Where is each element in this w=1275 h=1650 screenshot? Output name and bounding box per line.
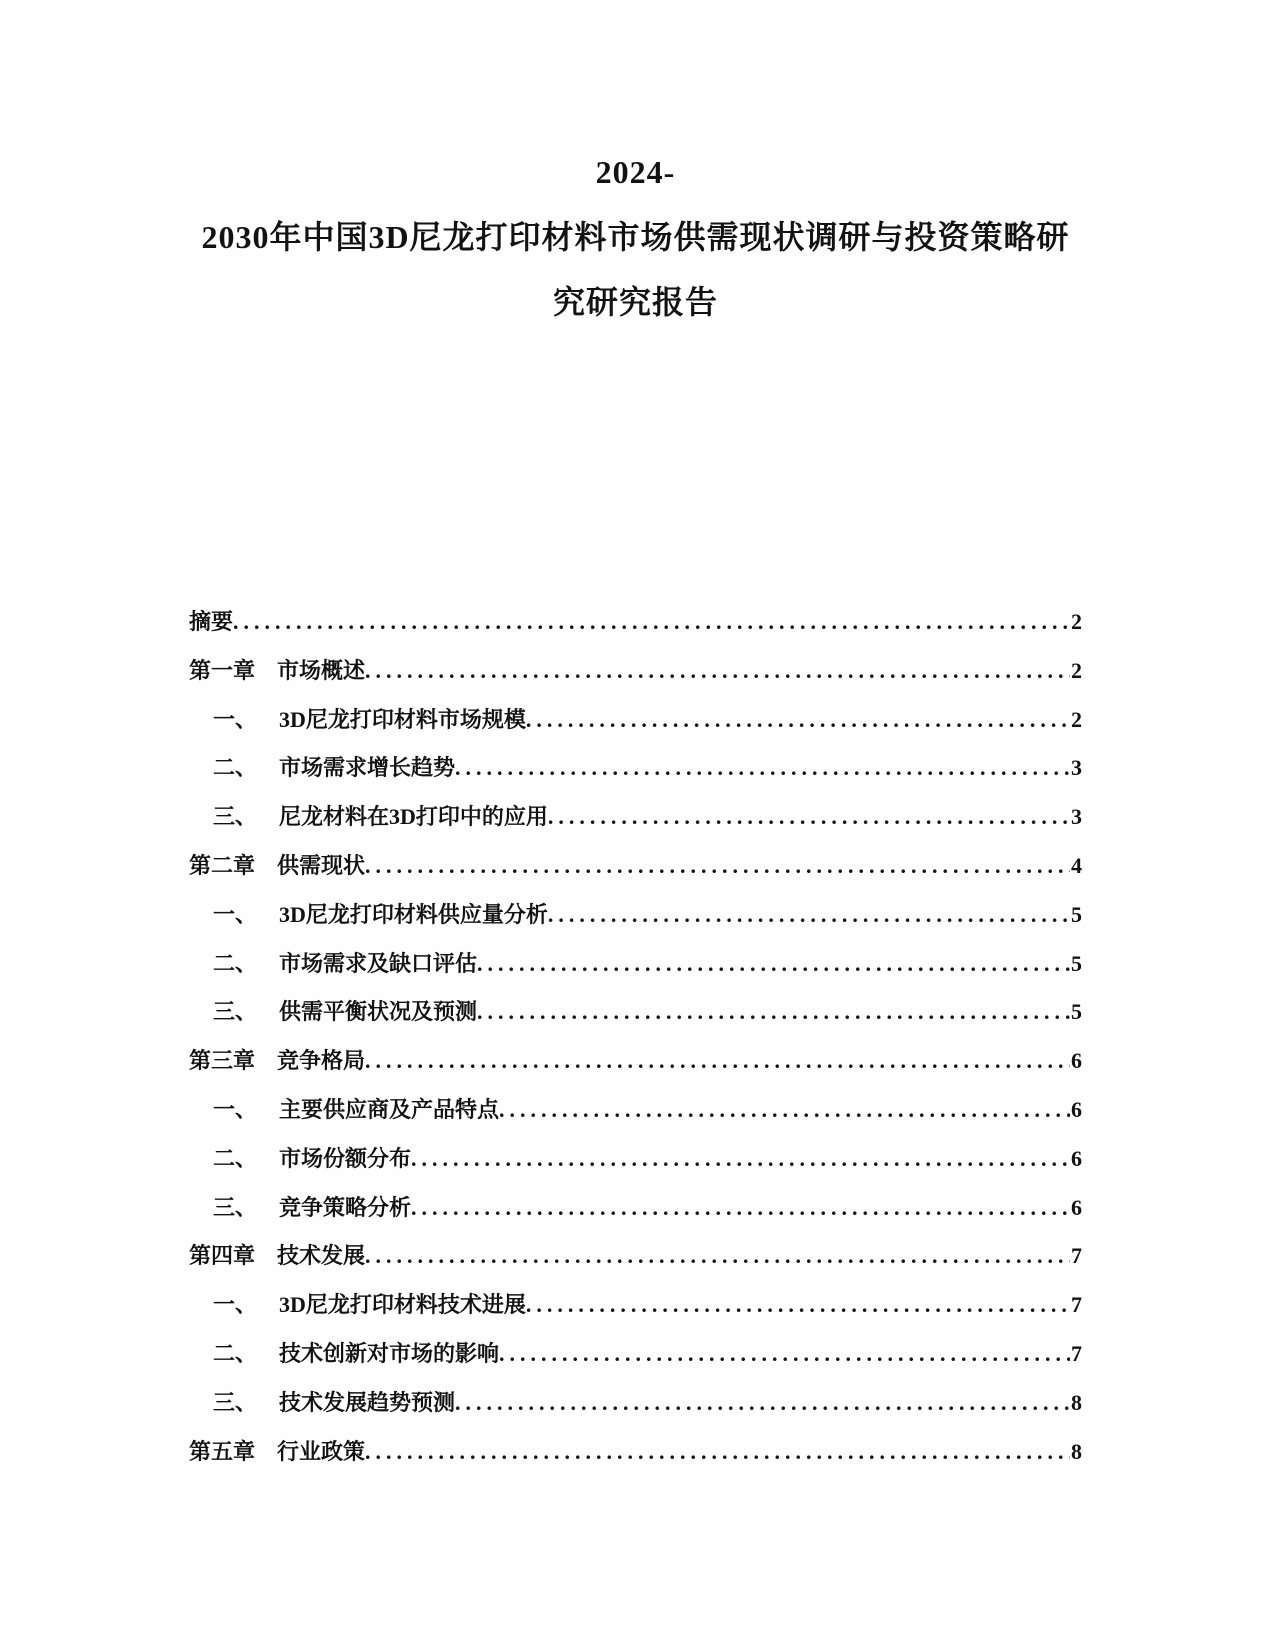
toc-page-number: 2 (1071, 706, 1082, 732)
toc-entry-number: 一、 (213, 706, 258, 732)
toc-entry-title: 技术发展趋势预测 (279, 1389, 456, 1415)
toc-entry[interactable] (189, 696, 1082, 745)
toc-entry-number: 三、 (213, 1389, 258, 1415)
dot-leader (411, 1184, 1070, 1233)
dot-leader (548, 891, 1070, 940)
toc-entry[interactable] (189, 1281, 1082, 1330)
toc-entry[interactable] (189, 1232, 1082, 1281)
toc-entry-title: 市场需求增长趋势 (279, 755, 456, 781)
toc-entry-number: 三、 (213, 999, 258, 1025)
toc-page-number: 3 (1071, 755, 1082, 781)
toc-entry-title: 行业政策 (277, 1438, 366, 1464)
toc-entry-number: 三、 (213, 804, 258, 830)
toc-page-number: 7 (1071, 1243, 1082, 1269)
dot-leader (365, 1037, 1070, 1086)
toc-page-number: 6 (1071, 1145, 1082, 1171)
toc-entry-number: 第四章 (189, 1243, 256, 1269)
toc-entry-number: 第三章 (189, 1048, 256, 1074)
toc-page-number: 2 (1071, 657, 1082, 683)
dot-leader (548, 793, 1070, 842)
toc-page-number: 7 (1071, 1340, 1082, 1366)
toc-page-number: 5 (1071, 901, 1082, 927)
dot-leader (477, 940, 1070, 989)
toc-entry-title: 竞争格局 (277, 1048, 366, 1074)
toc-page-number: 6 (1071, 1048, 1082, 1074)
toc-entry-title: 3D尼龙打印材料供应量分析 (279, 901, 548, 927)
toc-page-number: 3 (1071, 804, 1082, 830)
toc-page-number: 6 (1071, 1194, 1082, 1220)
toc-entry-number: 三、 (213, 1194, 258, 1220)
dot-leader (526, 1281, 1070, 1330)
toc-entry-title: 市场需求及缺口评估 (279, 950, 478, 976)
report-title (189, 140, 1082, 335)
toc-entry-title: 供需现状 (277, 852, 366, 878)
toc-entry[interactable] (189, 793, 1082, 842)
toc-entry-number: 第二章 (189, 852, 256, 878)
toc-entry[interactable] (189, 744, 1082, 793)
toc-page-number: 6 (1071, 1096, 1082, 1122)
toc-entry[interactable] (189, 988, 1082, 1037)
toc-entry-number: 一、 (213, 901, 258, 927)
toc-page-number: 8 (1071, 1438, 1082, 1464)
toc-entry[interactable] (189, 1184, 1082, 1233)
toc-entry-number: 二、 (213, 950, 258, 976)
toc-page-number: 2 (1071, 609, 1082, 634)
toc-entry[interactable] (189, 647, 1082, 696)
dot-leader (365, 842, 1070, 891)
toc-page-number: 7 (1071, 1292, 1082, 1318)
dot-leader (455, 1379, 1070, 1428)
dot-leader (365, 647, 1070, 696)
toc-entry-title: 技术发展 (277, 1243, 366, 1269)
toc-entry-number: 二、 (213, 755, 258, 781)
report-title-line-2: 2030年中国3D尼龙打印材料市场供需现状调研与投资策略研 (201, 219, 1070, 255)
report-title-line-1: 2024- (595, 154, 676, 190)
dot-leader (411, 1135, 1070, 1184)
toc-entry[interactable] (189, 940, 1082, 989)
dot-leader (455, 744, 1070, 793)
toc-entry-title: 技术创新对市场的影响 (279, 1340, 500, 1366)
toc-entry-number: 第五章 (189, 1438, 256, 1464)
toc-entry-number: 二、 (213, 1145, 258, 1171)
toc-entry[interactable] (189, 1379, 1082, 1428)
toc-entry-number: 一、 (213, 1096, 258, 1122)
toc-entry-title: 3D尼龙打印材料市场规模 (279, 706, 526, 732)
toc-entry[interactable] (189, 1086, 1082, 1135)
toc-page-number: 5 (1071, 999, 1082, 1025)
toc-entry-number: 二、 (213, 1340, 258, 1366)
toc-entry-title: 市场份额分布 (279, 1145, 412, 1171)
dot-leader (233, 598, 1070, 647)
toc-entry-number: 一、 (213, 1292, 258, 1318)
toc-entry-title: 摘要 (189, 609, 234, 634)
dot-leader (499, 1086, 1070, 1135)
toc-entry[interactable] (189, 891, 1082, 940)
dot-leader (365, 1232, 1070, 1281)
toc-entry[interactable] (189, 598, 1082, 647)
toc-entry-title: 竞争策略分析 (279, 1194, 412, 1220)
toc-entry[interactable] (189, 1135, 1082, 1184)
dot-leader (526, 696, 1070, 745)
dot-leader (477, 988, 1070, 1037)
toc-page-number: 4 (1071, 852, 1082, 878)
toc-entry-title: 供需平衡状况及预测 (279, 999, 478, 1025)
dot-leader (365, 1428, 1070, 1477)
toc-entry[interactable] (189, 1428, 1082, 1477)
toc-entry-number: 第一章 (189, 657, 256, 683)
toc-entry-title: 3D尼龙打印材料技术进展 (279, 1292, 526, 1318)
dot-leader (499, 1330, 1070, 1379)
toc-entry-title: 尼龙材料在3D打印中的应用 (279, 804, 548, 830)
toc-list (189, 598, 1082, 1476)
toc-entry[interactable] (189, 842, 1082, 891)
toc-entry[interactable] (189, 1330, 1082, 1379)
toc-page-number: 8 (1071, 1389, 1082, 1415)
toc-page-number: 5 (1071, 950, 1082, 976)
report-title-line-3: 究研究报告 (552, 284, 718, 320)
toc-entry-title: 主要供应商及产品特点 (279, 1096, 500, 1122)
toc-entry[interactable] (189, 1037, 1082, 1086)
toc-entry-title: 市场概述 (277, 657, 366, 683)
